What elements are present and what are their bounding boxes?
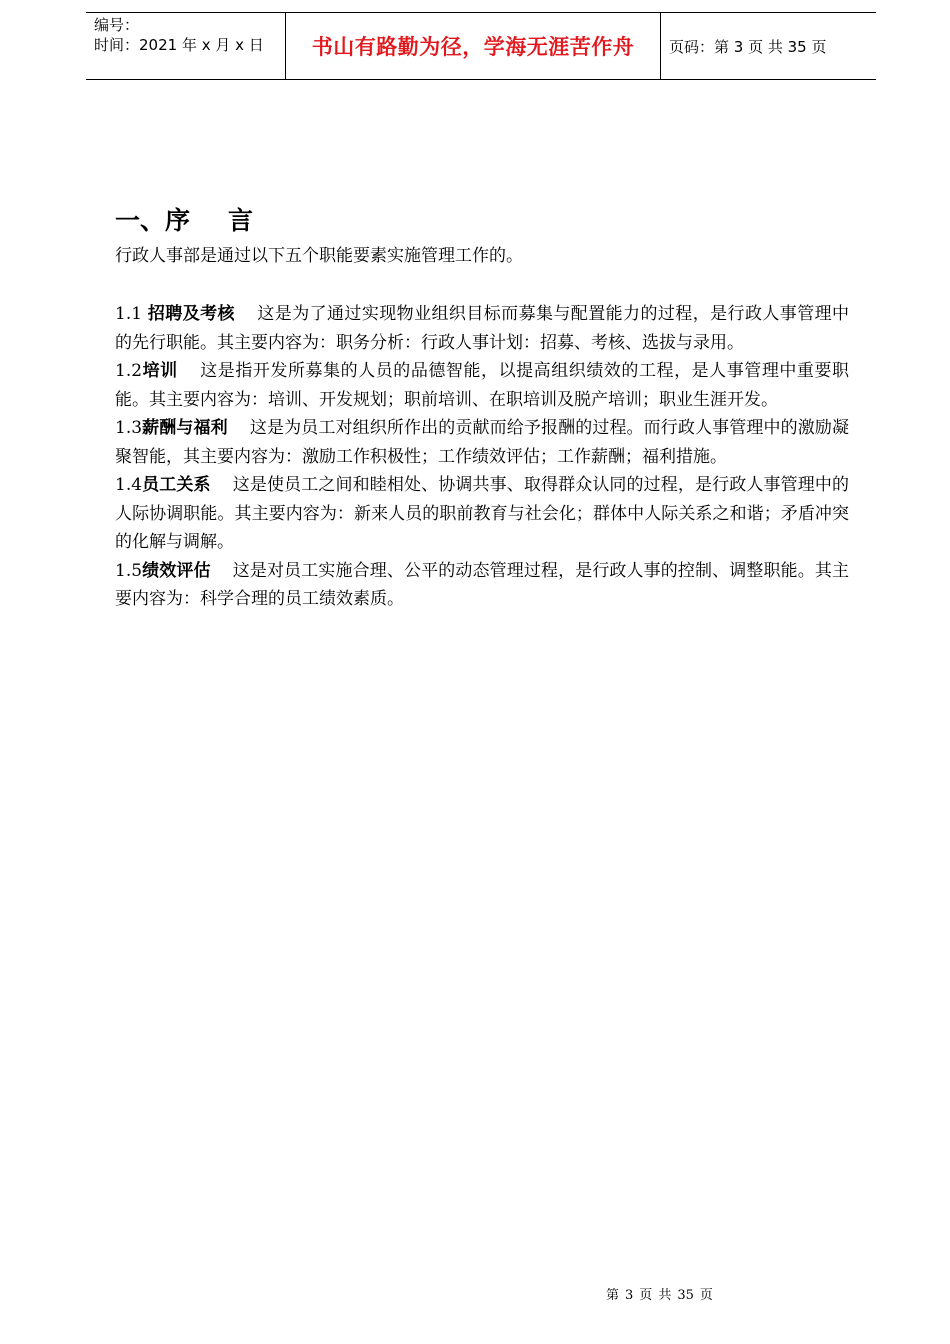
header-motto-cell: [286, 13, 661, 79]
header-motto: 书山有路勤为径，学海无涯苦作舟: [311, 35, 635, 59]
header-page-cell: [661, 13, 876, 79]
document-time-label: 时间：2021 年 x 月 x 日: [94, 36, 264, 54]
item-text: 这是为了通过实现物业组织目标而募集与配置能力的过程，是行政人事管理中的先行职能。其主要内容为：职务分析：行政人事计划：招募、考核、选拔与录用。: [115, 304, 850, 353]
item-term: 员工关系: [142, 475, 211, 495]
item-text: 这是对员工实施合理、公平的动态管理过程，是行政人事的控制、调整职能。其主要内容为：科学合理的员工绩效素质。: [115, 560, 850, 609]
item-text: 这是指开发所募集的人员的品德智能，以提高组织绩效的工程，是人事管理中重要职能。其主要内容为：培训、开发规划；职前培训、在职培训及脱产培训；职业生涯开发。: [115, 361, 850, 410]
function-item-performance: [115, 557, 849, 614]
item-number: 1.3: [115, 418, 143, 438]
section-title-number: 一、序: [115, 206, 191, 235]
item-term: 培训: [142, 361, 178, 381]
function-list: [115, 300, 849, 614]
item-number: 1.2: [115, 361, 143, 381]
item-term: 绩效评估: [142, 560, 211, 581]
section-intro: 行政人事部是通过以下五个职能要素实施管理工作的。: [115, 246, 523, 266]
function-item-compensation: [115, 414, 849, 471]
document-number-label: 编号：: [94, 16, 140, 34]
item-text: 这是为员工对组织所作出的贡献而给予报酬的过程。而行政人事管理中的激励凝聚智能，其主要内容为：激励工作积极性；工作绩效评估；工作薪酬；福利措施。: [115, 418, 850, 467]
footer-total-word: 页: [699, 1288, 713, 1303]
footer-total-number: 35: [677, 1288, 694, 1303]
footer-page-word: 页: [639, 1288, 653, 1303]
item-number: 1.5: [115, 560, 143, 581]
item-term: 招聘及考核: [147, 304, 235, 324]
page-header: [86, 12, 876, 80]
footer-total-prefix: 共: [658, 1288, 672, 1303]
function-item-employee-relations: [115, 471, 849, 557]
document-body: [115, 204, 849, 614]
item-term: 薪酬与福利: [142, 418, 228, 438]
function-item-recruitment: [115, 300, 849, 357]
header-meta-cell: [86, 13, 286, 79]
section-title: [115, 204, 849, 238]
item-number: 1.1: [115, 304, 143, 324]
header-page-label: 页码：第 3 页 共 35 页: [669, 37, 827, 56]
footer-page-number: 3: [625, 1288, 634, 1303]
item-number: 1.4: [115, 475, 143, 495]
footer-page-indicator: [606, 1287, 719, 1305]
section-title-word: 言: [228, 206, 254, 235]
item-text: 这是使员工之间和睦相处、协调共事、取得群众认同的过程，是行政人事管理中的人际协调职能。其主要内容为：新来人员的职前教育与社会化；群体中人际关系之和谐；矛盾冲突的化解与调解。: [115, 475, 850, 552]
footer-page-prefix: 第: [606, 1288, 620, 1303]
function-item-training: [115, 357, 849, 414]
